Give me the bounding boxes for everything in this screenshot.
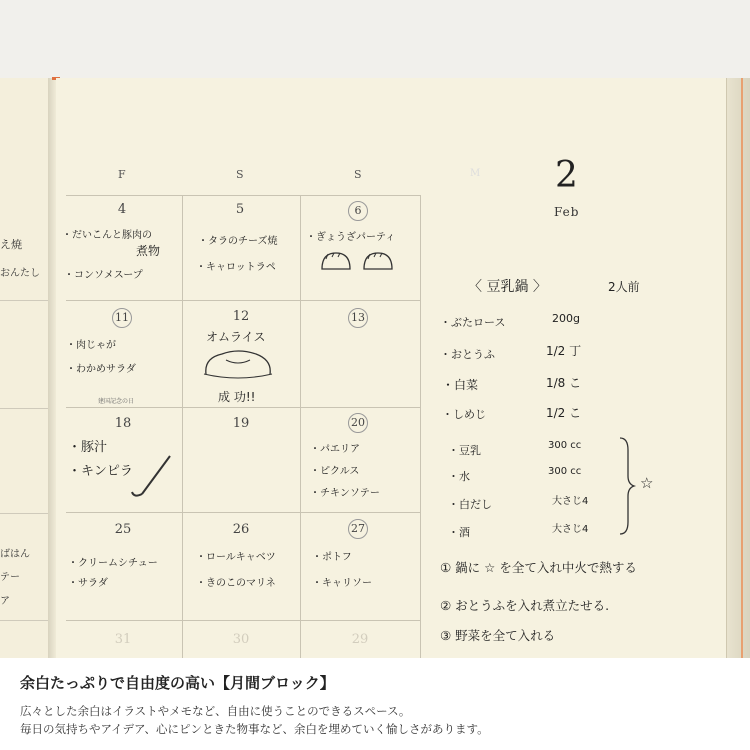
ingredient-amount: 大さじ4 (552, 496, 589, 507)
date-cell: 25 (114, 522, 132, 537)
left-page-item: え焼 (0, 238, 22, 251)
note: ・コンソメスープ (64, 270, 143, 281)
date-cell: 20 (348, 413, 368, 433)
note: ・きのこのマリネ (196, 578, 276, 589)
recipe-step: ③ 野菜を全て入れる (440, 628, 556, 643)
note: ・だいこんと豚肉の (62, 230, 152, 241)
month-number: 2 (555, 155, 578, 196)
ingredient-name: ・水 (448, 470, 470, 483)
left-page-item: ばはん (0, 549, 30, 560)
ingredient-name: ・白菜 (442, 378, 479, 392)
note: ・クリームシチュー (68, 558, 158, 569)
month-name: Feb (554, 205, 580, 219)
ingredient-amount: 200g (552, 312, 580, 325)
holiday-label: 建国記念の日 (98, 398, 135, 405)
date-cell: 6 (348, 201, 368, 221)
note: ・タラのチーズ焼 (198, 236, 278, 247)
brace-illustration (616, 436, 640, 536)
ingredient-amount: 1/8 こ (546, 376, 582, 390)
date-cell: 13 (348, 308, 368, 328)
ingredient-name: ・ぶたロース (440, 316, 506, 329)
date-cell: 26 (232, 522, 250, 537)
ingredient-name: ・しめじ (442, 408, 486, 421)
note: ・ぎょうざパーティ (306, 232, 396, 243)
date-cell: 5 (235, 202, 245, 217)
date-cell: 11 (112, 308, 132, 328)
note: ・ポトフ (312, 552, 352, 563)
note: ・チキンソテー (310, 488, 380, 499)
date-cell: 29 (351, 632, 369, 647)
left-page-item: おんたし (0, 268, 40, 279)
grid-line (420, 195, 421, 658)
grid-line (66, 512, 420, 513)
omurice-illustration (198, 346, 278, 382)
ingredient-name: ・酒 (448, 526, 470, 539)
note: ・豚汁 (68, 440, 108, 455)
date-cell: 12 (232, 309, 250, 324)
note: 成 功!! (218, 390, 256, 404)
note: ・ピクルス (310, 466, 360, 477)
note: ・ロールキャベツ (196, 552, 276, 563)
left-page-line (0, 513, 48, 514)
note: ・わかめサラダ (66, 364, 136, 375)
weekday-fri: F (118, 168, 126, 181)
date-cell: 30 (232, 632, 250, 647)
left-page (0, 78, 49, 658)
date-cell: 27 (348, 519, 368, 539)
note: オムライス (206, 330, 266, 344)
date-cell: 31 (114, 632, 132, 647)
caption-line: 毎日の気持ちやアイデア、心にピンときた物事など、余白を埋めていく愉しさがあります。 (20, 722, 489, 736)
left-page-item: テー (0, 572, 20, 583)
grid-line (66, 195, 420, 196)
recipe-step: ① 鍋に ☆ を全て入れ中火で熱する (440, 560, 637, 575)
note: ・キャロットラペ (196, 262, 276, 273)
ingredient-name: ・豆乳 (448, 444, 481, 457)
ingredient-amount: 300 cc (548, 466, 582, 477)
recipe-step: ② おとうふを入れ煮立たせる. (440, 598, 610, 613)
grid-line (66, 407, 420, 408)
caption-line: 広々とした余白はイラストやメモなど、自由に使うことのできるスペース。 (20, 704, 411, 718)
grid-line (300, 195, 301, 658)
note: ・肉じゃが (66, 340, 116, 351)
book-spine (48, 78, 56, 658)
recipe-title: 〈 豆乳鍋 〉 (468, 279, 547, 295)
ingredient-amount: 1/2 こ (546, 406, 582, 420)
ingredient-amount: 大さじ4 (552, 524, 589, 535)
left-page-line (0, 620, 48, 621)
date-cell: 19 (232, 416, 250, 431)
grid-line (66, 300, 420, 301)
date-cell: 4 (117, 202, 127, 217)
note: 煮物 (136, 244, 161, 258)
ingredient-name: ・おとうふ (440, 348, 495, 361)
golf-club-illustration (126, 452, 178, 504)
weekday-sat: S (236, 168, 244, 181)
left-page-line (0, 408, 48, 409)
star-icon: ☆ (640, 474, 654, 492)
left-page-item: ア (0, 596, 10, 607)
page-edge (726, 78, 750, 658)
background-top (0, 0, 750, 80)
note: ・キンピラ (68, 464, 133, 479)
dumpling-illustration (318, 245, 402, 279)
grid-line (66, 620, 420, 621)
date-cell: 18 (114, 416, 132, 431)
left-page-line (0, 300, 48, 301)
ingredient-amount: 1/2 丁 (546, 344, 582, 358)
note: ・サラダ (68, 578, 108, 589)
grid-line (182, 195, 183, 658)
note: ・キャリソー (312, 578, 372, 589)
ingredient-amount: 300 cc (548, 440, 582, 451)
recipe-servings: 2人前 (608, 280, 640, 294)
note: ・パエリア (310, 444, 360, 455)
ingredient-name: ・白だし (448, 498, 492, 511)
weekday-mon-ghost: M (470, 168, 481, 179)
weekday-sun: S (354, 168, 362, 181)
caption-title: 余白たっぷりで自由度の高い【月間ブロック】 (20, 674, 335, 692)
